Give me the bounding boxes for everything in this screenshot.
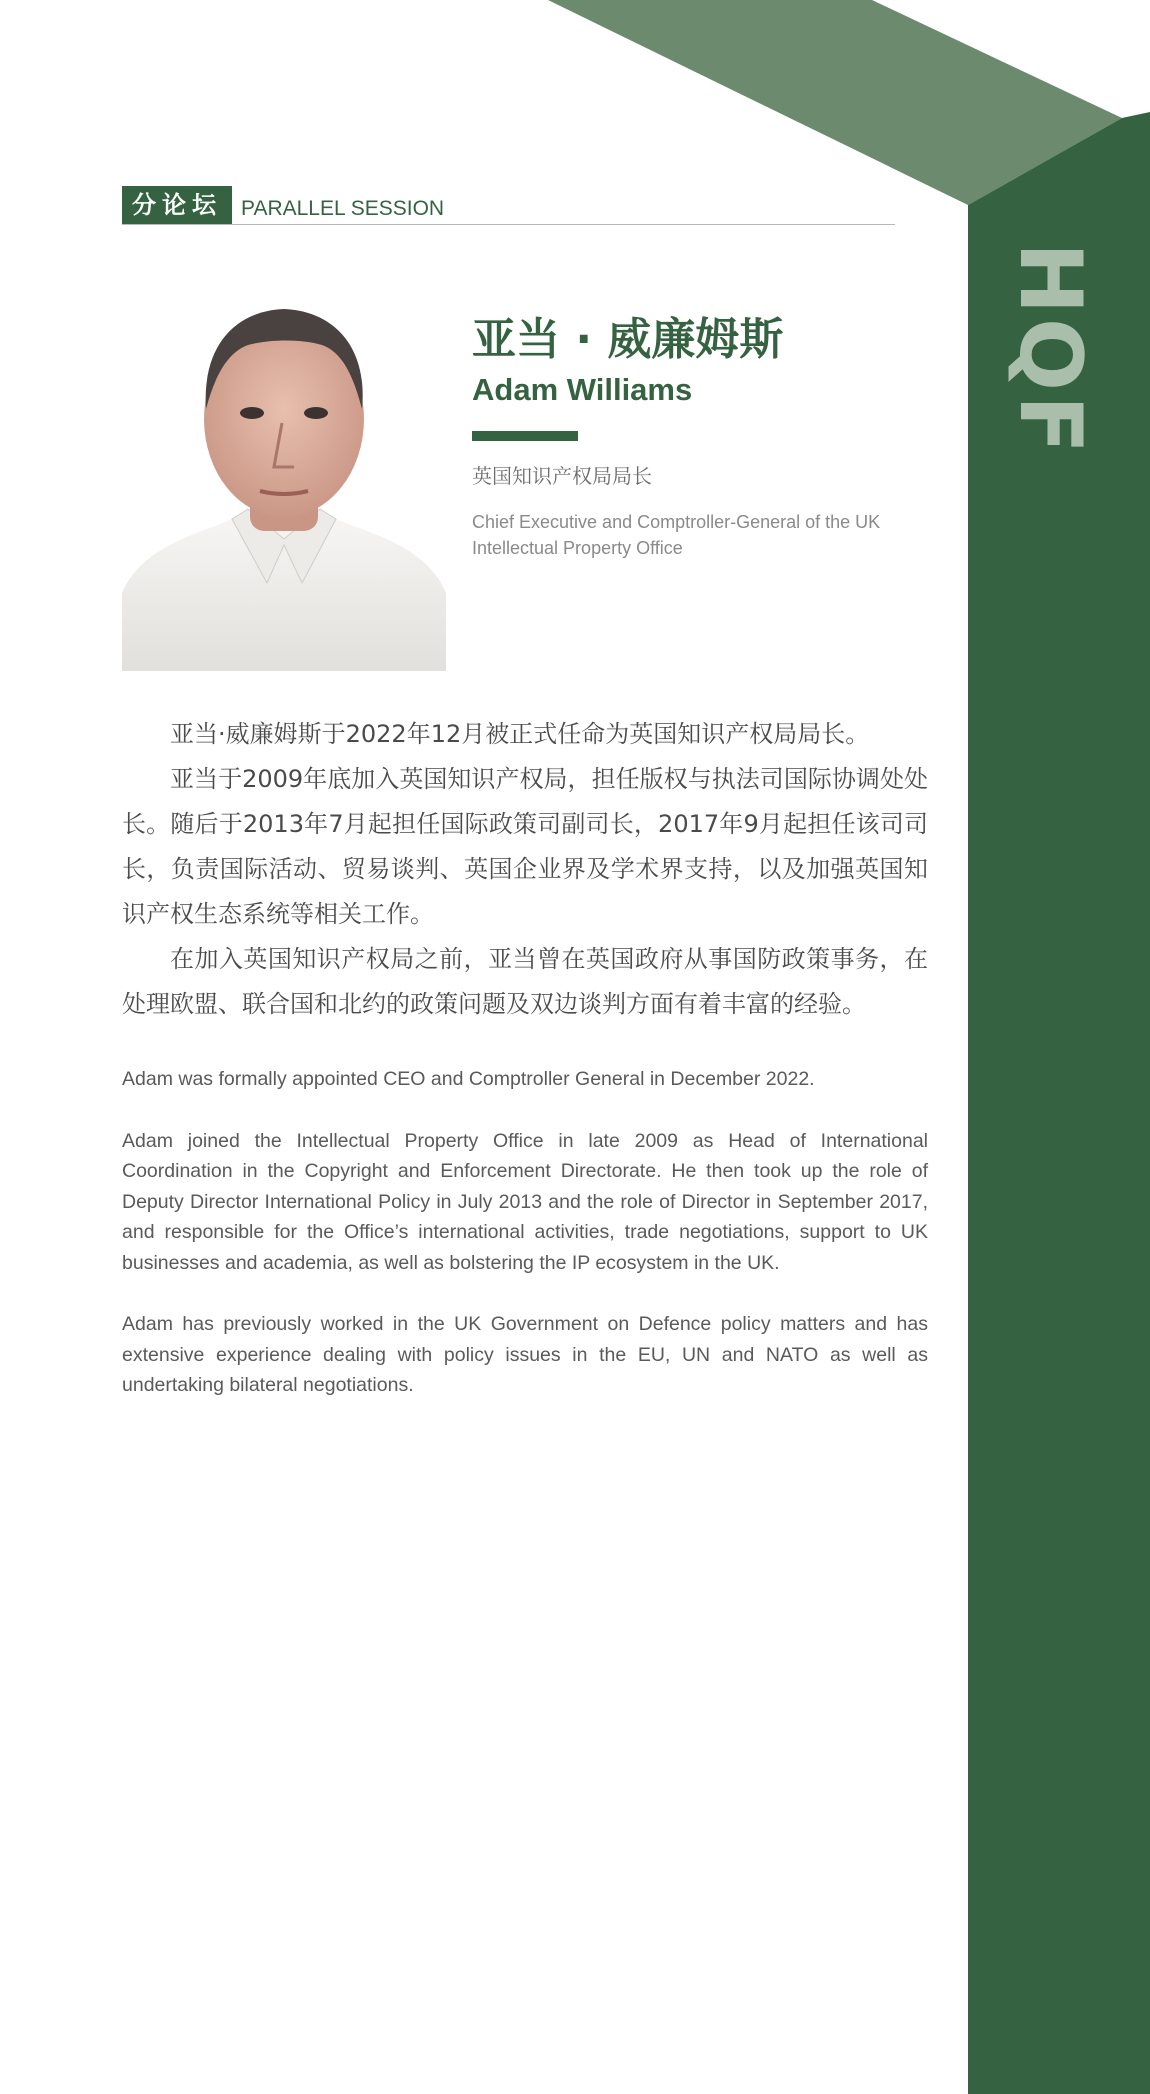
dark-green-sidebar bbox=[968, 205, 1150, 2094]
speaker-title-en: Chief Executive and Comptroller-General of the UK Intellectual Property Office bbox=[472, 512, 881, 558]
bio-en-paragraph: Adam has previously worked in the UK Government on Defence policy matters and has extensive experience dealing with policy issues in the EU, UN and NATO as well as undertaking bilateral negotiations. bbox=[122, 1313, 928, 1396]
session-header bbox=[122, 186, 895, 225]
hqf-logo-text: HQF bbox=[1000, 242, 1100, 458]
bio-zh-paragraph: 亚当于2009年底加入英国知识产权局，担任版权与执法司国际协调处处长。随后于2013年7月起担任国际政策司副司长，2017年9月起担任该司司长，负责国际活动、贸易谈判、英国企业界及学术界支持，以及加强英国知识产权生态系统等相关工作。 bbox=[122, 765, 928, 928]
bio-en-paragraph: Adam joined the Intellectual Property Office in late 2009 as Head of International Coordination in the Copyright and Enforcement Directorate. He then took up the role of Deputy Director International Policy in July 2013 and the role of Director in September 2017, and responsible for the Office’s international activities, trade negotiations, support to UK businesses and academia, as well as bolstering the IP ecosystem in the UK. bbox=[122, 1129, 928, 1274]
bio-zh-paragraph: 在加入英国知识产权局之前，亚当曾在英国政府从事国防政策事务，在处理欧盟、联合国和北约的政策问题及双边谈判方面有着丰富的经验。 bbox=[122, 945, 928, 1018]
session-label-en: PARALLEL SESSION bbox=[241, 197, 445, 220]
bio-en-paragraph: Adam was formally appointed CEO and Comptroller General in December 2022. bbox=[122, 1068, 815, 1090]
session-label-zh: 分论坛 bbox=[122, 186, 232, 224]
hqf-logo bbox=[1000, 242, 1100, 458]
biography-zh bbox=[122, 712, 928, 1027]
name-underline-rule bbox=[472, 431, 578, 441]
bio-zh-paragraph: 亚当·威廉姆斯于2022年12月被正式任命为英国知识产权局局长。 bbox=[170, 720, 870, 748]
speaker-title-zh: 英国知识产权局局长 bbox=[472, 464, 652, 488]
speaker-name-zh: 亚当 · 威廉姆斯 bbox=[472, 314, 784, 365]
portrait-illustration bbox=[122, 283, 446, 671]
speaker-portrait bbox=[122, 283, 446, 671]
speaker-name-en: Adam Williams bbox=[472, 372, 693, 407]
biography-en bbox=[122, 1064, 928, 1432]
